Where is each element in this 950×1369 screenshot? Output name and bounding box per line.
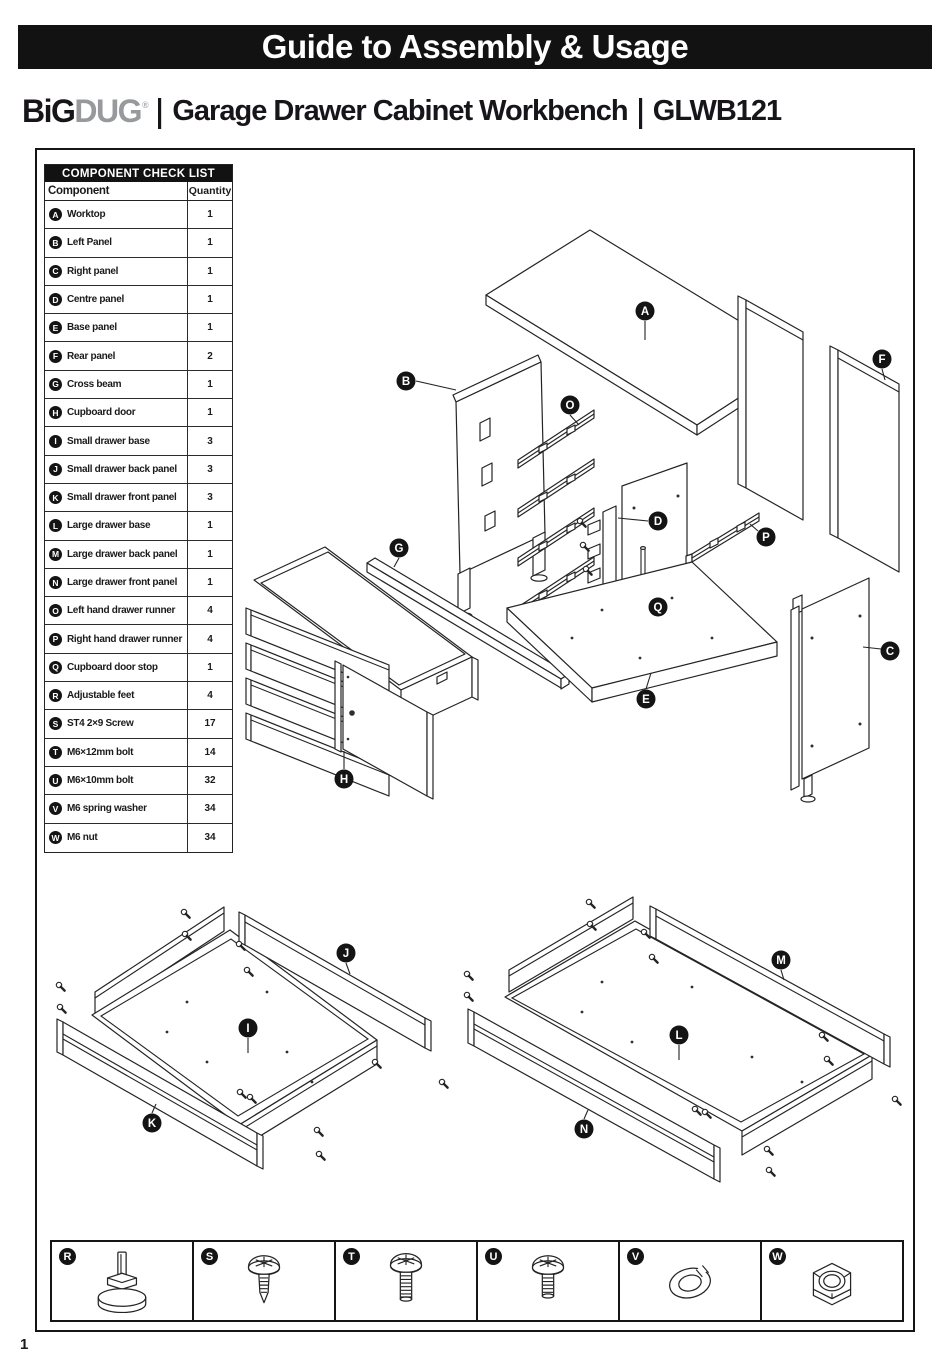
component-name: Large drawer back panel (67, 548, 178, 560)
component-letter-badge: M (49, 548, 62, 561)
component-letter-badge: K (49, 491, 62, 504)
brand-divider-2: | (636, 92, 644, 129)
component-quantity: 1 (187, 512, 232, 539)
logo-text-big: BiG (22, 92, 75, 129)
logo-text-dug: DUG (74, 92, 141, 129)
component-name: Large drawer base (67, 520, 151, 532)
hardware-letter-badge: V (627, 1248, 644, 1265)
part-label-large-drawer-back (772, 951, 791, 970)
component-quantity: 1 (187, 201, 232, 228)
component-quantity: 1 (187, 258, 232, 285)
hardware-cell-adjustable-foot (52, 1242, 194, 1320)
part-label-small-drawer-front (143, 1114, 162, 1133)
component-name: M6×12mm bolt (67, 746, 134, 758)
column-header-quantity: Quantity (187, 182, 232, 200)
hardware-letter-badge: U (485, 1248, 502, 1265)
component-cell (45, 682, 187, 709)
component-cell (45, 569, 187, 596)
right-panel-part (791, 578, 869, 802)
component-quantity: 3 (187, 456, 232, 483)
checklist-row (45, 767, 232, 795)
checklist-row (45, 342, 232, 370)
component-quantity: 1 (187, 286, 232, 313)
part-label-door-stop (649, 598, 668, 617)
adjustable-foot-icon (72, 1249, 172, 1313)
component-name: Base panel (67, 322, 117, 334)
component-name: Cupboard door stop (67, 661, 158, 673)
checklist-row (45, 682, 232, 710)
component-letter-badge: D (49, 293, 62, 306)
component-cell (45, 484, 187, 511)
checklist-body (45, 201, 232, 852)
checklist-row (45, 427, 232, 455)
component-name: Adjustable feet (67, 690, 135, 702)
svg-text:M: M (776, 955, 786, 967)
component-letter-badge: J (49, 463, 62, 476)
component-quantity: 1 (187, 541, 232, 568)
part-label-left-panel (397, 372, 416, 391)
checklist-title: COMPONENT CHECK LIST (45, 165, 232, 182)
component-letter-badge: V (49, 802, 62, 815)
checklist-row (45, 456, 232, 484)
page-title: Guide to Assembly & Usage (261, 28, 689, 65)
part-label-left-runner (561, 396, 580, 415)
component-name: Cross beam (67, 378, 122, 390)
component-quantity: 2 (187, 342, 232, 369)
component-letter-badge: N (49, 576, 62, 589)
component-letter-badge: G (49, 378, 62, 391)
component-quantity: 17 (187, 710, 232, 737)
component-letter-badge: W (49, 831, 62, 844)
component-quantity: 4 (187, 682, 232, 709)
component-letter-badge: H (49, 406, 62, 419)
component-cell (45, 456, 187, 483)
component-name: M6×10mm bolt (67, 775, 134, 787)
part-label-cross-beam (390, 539, 409, 558)
part-label-right-runner (757, 528, 776, 547)
svg-text:I: I (246, 1023, 250, 1035)
svg-text:L: L (675, 1030, 683, 1042)
component-quantity: 14 (187, 739, 232, 766)
part-label-centre-panel (649, 512, 668, 531)
component-name: Rear panel (67, 350, 116, 362)
component-letter-badge: T (49, 746, 62, 759)
hardware-cell-m6x10-bolt (478, 1242, 620, 1320)
m6x10-bolt-icon (498, 1249, 598, 1313)
component-letter-badge: I (49, 435, 62, 448)
part-label-base-panel (637, 690, 656, 709)
svg-text:E: E (642, 694, 650, 706)
component-quantity: 1 (187, 654, 232, 681)
part-label-rear-panel (873, 350, 892, 369)
component-quantity: 3 (187, 427, 232, 454)
m6x12-bolt-icon (356, 1249, 456, 1313)
svg-text:F: F (878, 354, 886, 366)
component-cell (45, 512, 187, 539)
svg-text:B: B (401, 376, 411, 388)
left-panel-part (453, 355, 547, 619)
component-name: M6 spring washer (67, 803, 147, 815)
hardware-letter-badge: S (201, 1248, 218, 1265)
component-name: Small drawer front panel (67, 492, 177, 504)
component-name: Centre panel (67, 294, 124, 306)
component-name: Worktop (67, 209, 106, 221)
brand-row (22, 90, 781, 132)
part-label-small-drawer-back (337, 944, 356, 963)
self-tapping-screw-icon (214, 1249, 314, 1313)
component-letter-badge: A (49, 208, 62, 221)
component-name: Small drawer back panel (67, 463, 177, 475)
component-letter-badge: F (49, 350, 62, 363)
part-label-cupboard-door (335, 770, 354, 789)
svg-text:Q: Q (653, 602, 663, 614)
checklist-row (45, 314, 232, 342)
bigdug-logo (22, 93, 147, 130)
checklist-row (45, 654, 232, 682)
component-name: Right panel (67, 265, 119, 277)
component-letter-badge: S (49, 717, 62, 730)
component-name: Left hand drawer runner (67, 605, 176, 617)
registered-mark: ® (142, 99, 148, 110)
component-cell (45, 371, 187, 398)
checklist-row (45, 739, 232, 767)
spring-washer-icon (640, 1249, 740, 1313)
checklist-row (45, 824, 232, 852)
component-name: M6 nut (67, 832, 98, 844)
component-quantity: 1 (187, 371, 232, 398)
checklist-row (45, 286, 232, 314)
svg-text:J: J (342, 948, 350, 960)
component-cell (45, 399, 187, 426)
component-quantity: 34 (187, 824, 232, 852)
component-quantity: 1 (187, 399, 232, 426)
checklist-row (45, 710, 232, 738)
hardware-letter-badge: W (769, 1248, 786, 1265)
component-quantity: 1 (187, 569, 232, 596)
component-cell (45, 229, 187, 256)
checklist-row (45, 201, 232, 229)
component-letter-badge: C (49, 265, 62, 278)
part-label-small-drawer-base (239, 1019, 258, 1038)
checklist-row (45, 597, 232, 625)
component-quantity: 4 (187, 625, 232, 652)
part-label-large-drawer-base (670, 1026, 689, 1045)
component-letter-badge: B (49, 236, 62, 249)
component-cell (45, 767, 187, 794)
component-cell (45, 654, 187, 681)
component-cell (45, 739, 187, 766)
component-cell (45, 342, 187, 369)
base-panel-part (507, 562, 777, 702)
page-number: 1 (20, 1336, 29, 1353)
component-cell (45, 824, 187, 852)
component-letter-badge: P (49, 633, 62, 646)
part-label-large-drawer-front (575, 1120, 594, 1139)
checklist-row (45, 371, 232, 399)
small-drawer-assembly-diagram (47, 882, 457, 1192)
exploded-assembly-diagram (242, 218, 917, 878)
component-name: Cupboard door (67, 407, 136, 419)
large-drawer-assembly-diagram (462, 882, 912, 1212)
component-letter-badge: E (49, 321, 62, 334)
diagram-frame (35, 148, 915, 1332)
component-quantity: 1 (187, 229, 232, 256)
component-name: Right hand drawer runner (67, 633, 183, 645)
hardware-cell-m6x12-bolt (336, 1242, 478, 1320)
checklist-row (45, 625, 232, 653)
checklist-row (45, 258, 232, 286)
component-name: Small drawer base (67, 435, 150, 447)
component-quantity: 4 (187, 597, 232, 624)
svg-text:K: K (147, 1118, 157, 1130)
hex-nut-icon (782, 1249, 882, 1313)
component-letter-badge: O (49, 604, 62, 617)
checklist-row (45, 484, 232, 512)
svg-text:O: O (565, 400, 575, 412)
component-cell (45, 258, 187, 285)
component-quantity: 32 (187, 767, 232, 794)
component-name: Left Panel (67, 237, 112, 249)
component-cell (45, 597, 187, 624)
component-cell (45, 286, 187, 313)
component-cell (45, 710, 187, 737)
component-quantity: 1 (187, 314, 232, 341)
checklist-row (45, 229, 232, 257)
checklist-row (45, 569, 232, 597)
svg-text:P: P (762, 532, 770, 544)
component-letter-badge: R (49, 689, 62, 702)
svg-text:H: H (339, 774, 349, 786)
component-letter-badge: Q (49, 661, 62, 674)
component-quantity: 3 (187, 484, 232, 511)
right-runner-part (686, 513, 759, 564)
svg-text:G: G (394, 543, 404, 555)
hardware-letter-badge: R (59, 1248, 76, 1265)
component-cell (45, 201, 187, 228)
hardware-letter-badge: T (343, 1248, 360, 1265)
component-cell (45, 795, 187, 822)
checklist-row (45, 399, 232, 427)
checklist-row (45, 795, 232, 823)
component-name: Large drawer front panel (67, 577, 178, 588)
svg-text:D: D (653, 516, 663, 528)
column-header-component: Component (48, 185, 110, 197)
component-cell (45, 314, 187, 341)
component-checklist (44, 164, 233, 853)
component-letter-badge: L (49, 519, 62, 532)
component-letter-badge: U (49, 774, 62, 787)
model-number: GLWB121 (652, 94, 782, 127)
hardware-cell-spring-washer (620, 1242, 762, 1320)
part-label-right-panel (881, 642, 900, 661)
checklist-row (45, 541, 232, 569)
checklist-column-headers (45, 182, 232, 201)
product-title: Garage Drawer Cabinet Workbench (172, 94, 628, 127)
svg-text:N: N (579, 1124, 589, 1136)
brand-divider: | (156, 92, 164, 129)
hardware-legend (50, 1240, 904, 1322)
hardware-cell-hex-nut (762, 1242, 902, 1320)
component-cell (45, 427, 187, 454)
small-drawer-parts (92, 907, 377, 1149)
part-label-worktop (636, 302, 655, 321)
svg-text:C: C (885, 646, 895, 658)
component-quantity: 34 (187, 795, 232, 822)
header-bar (18, 25, 932, 69)
hardware-cell-self-tapping-screw (194, 1242, 336, 1320)
component-cell (45, 625, 187, 652)
component-cell (45, 541, 187, 568)
svg-text:A: A (640, 306, 650, 318)
checklist-row (45, 512, 232, 540)
component-name: ST4 2×9 Screw (67, 718, 134, 730)
